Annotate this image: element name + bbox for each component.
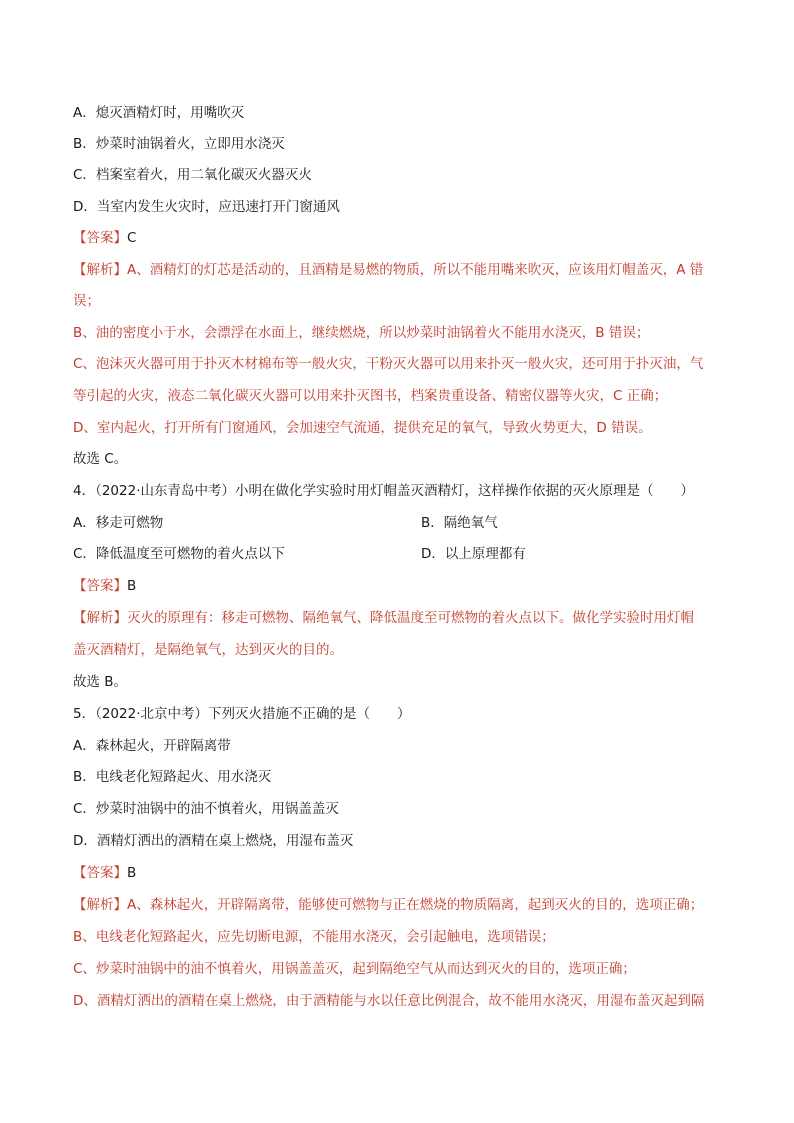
q4-option-b: B．隔绝氧气: [421, 515, 498, 531]
q5-answer: [73, 864, 734, 882]
q5-analysis-line-3: C、炒菜时油锅中的油不慎着火，用锅盖盖灭，起到隔绝空气从而达到灭火的目的，选项正确；: [73, 961, 636, 977]
analysis-text: 灭火的原理有：移走可燃物、隔绝氧气、降低温度至可燃物的着火点以下。做化学实验时用灯帽: [127, 610, 694, 626]
q4-option-c: C．降低温度至可燃物的着火点以下: [73, 546, 285, 562]
q3-option-c: C．档案室着火，用二氧化碳灭火器灭火: [73, 167, 312, 183]
q3-answer: [73, 229, 734, 247]
answer-value: B: [127, 578, 137, 594]
q5-option-b: B．电线老化短路起火、用水浇灭: [73, 769, 272, 785]
analysis-text: A、酒精灯的灯芯是活动的，且酒精是易燃的物质，所以不能用嘴来吹灭，应该用灯帽盖灭，A 错: [127, 262, 704, 278]
q5-stem: 5．（2022·北京中考）下列灭火措施不正确的是（ ）: [73, 706, 411, 722]
q5-analysis-line-4: D、酒精灯洒出的酒精在桌上燃烧，由于酒精能与水以任意比例混合，故不能用水浇灭，用湿布盖灭起到隔: [73, 993, 705, 1009]
q4-analysis-line-1b: 盖灭酒精灯，是隔绝氧气，达到灭火的目的。: [73, 642, 343, 658]
q5-option-c: C．炒菜时油锅中的油不慎着火，用锅盖盖灭: [73, 801, 339, 817]
q3-analysis-line-2: B、油的密度小于水，会漂浮在水面上，继续燃烧，所以炒菜时油锅着火不能用水浇灭，B 错误；: [73, 325, 650, 341]
q4-conclusion: 故选 B。: [73, 674, 128, 690]
analysis-tag: 【解析】: [73, 262, 127, 278]
q4-analysis-line-1: [73, 609, 734, 627]
answer-tag: 【答案】: [73, 578, 127, 594]
q4-stem: 4．（2022·山东青岛中考）小明在做化学实验时用灯帽盖灭酒精灯，这样操作依据的灭火原理是（ ）: [73, 483, 694, 499]
q5-analysis-line-1: [73, 896, 734, 914]
answer-value: B: [127, 865, 137, 881]
answer-tag: 【答案】: [73, 230, 127, 246]
q5-option-a: A．森林起火，开辟隔离带: [73, 738, 231, 754]
analysis-tag: 【解析】: [73, 897, 127, 913]
analysis-tag: 【解析】: [73, 610, 127, 626]
q3-option-d: D．当室内发生火灾时，应迅速打开门窗通风: [73, 199, 340, 215]
q4-option-d: D．以上原理都有: [421, 546, 526, 562]
q3-option-b: B．炒菜时油锅着火，立即用水浇灭: [73, 136, 285, 152]
q4-option-a: A．移走可燃物: [73, 515, 164, 531]
q3-option-a: A．熄灭酒精灯时，用嘴吹灭: [73, 105, 245, 121]
q3-analysis-line-4: D、室内起火，打开所有门窗通风，会加速空气流通，提供充足的氧气，导致火势更大，D 错误。: [73, 420, 652, 436]
answer-tag: 【答案】: [73, 865, 127, 881]
q4-options-row-1: [73, 514, 734, 532]
q3-analysis-line-3: C、泡沫灭火器可用于扑灭木材棉布等一般火灾，干粉灭火器可以用来扑灭一般火灾，还可用于扑灭油，气: [73, 356, 704, 372]
analysis-text: A、森林起火，开辟隔离带，能够使可燃物与正在燃烧的物质隔离，起到灭火的目的，选项正确；: [127, 897, 704, 913]
q3-analysis-line-3b: 等引起的火灾，液态二氧化碳灭火器可以用来扑灭图书，档案贵重设备、精密仪器等火灾，C 正确；: [73, 388, 668, 404]
q5-option-d: D．酒精灯洒出的酒精在桌上燃烧，用湿布盖灭: [73, 833, 354, 849]
answer-value: C: [127, 230, 137, 246]
q3-analysis-line-1b: 误；: [73, 293, 100, 309]
q3-conclusion: 故选 C。: [73, 451, 128, 467]
q4-answer: [73, 577, 734, 595]
q5-analysis-line-2: B、电线老化短路起火，应先切断电源，不能用水浇灭，会引起触电，选项错误；: [73, 929, 555, 945]
q3-analysis-line-1: [73, 261, 734, 279]
q4-options-row-2: [73, 545, 734, 563]
